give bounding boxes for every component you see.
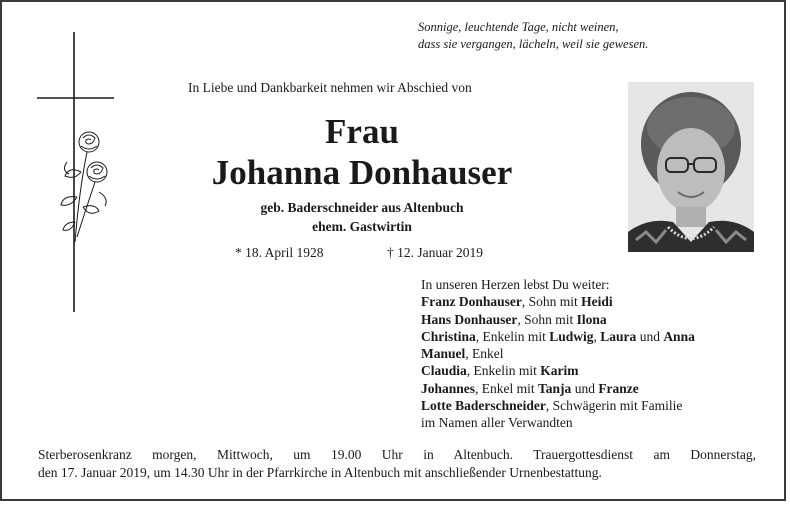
service-line: Sterberosenkranz morgen, Mittwoch, um 19.00 Uhr in Altenbuch. Trauergottesdienst am Donnerstag,	[38, 447, 756, 462]
survivor-relation: , Enkelin mit	[466, 363, 541, 379]
survivor-row	[421, 345, 766, 362]
survivor-row	[421, 380, 766, 397]
intro-text: In Liebe und Dankbarkeit nehmen wir Abschied von	[188, 80, 472, 95]
survivor-name: Franz Donhauser	[421, 294, 522, 310]
death-date: † 12. Januar 2019	[387, 245, 483, 260]
survivors-closing: im Namen aller Verwandten	[421, 415, 573, 431]
survivor-row	[421, 328, 766, 345]
separator: ,	[593, 328, 601, 344]
poem-line: dass sie vergangen, lächeln, weil sie gewesen.	[418, 37, 649, 51]
survivor-relation: , Sohn mit	[517, 311, 577, 327]
poem-line: Sonnige, leuchtende Tage, nicht weinen,	[418, 20, 619, 34]
survivor-name: Christina	[421, 328, 476, 344]
maiden-name-origin: geb. Baderschneider aus Altenbuch	[260, 200, 464, 215]
service-line: den 17. Januar 2019, um 14.30 Uhr in der Pfarrkirche in Altenbuch mit anschließender Urnenbestattung.	[38, 465, 602, 480]
survivor-partner: Heidi	[581, 294, 613, 310]
survivor-relation: , Enkelin mit	[475, 328, 550, 344]
salutation: Frau	[325, 112, 399, 151]
cross-with-roses-icon	[37, 32, 117, 317]
survivor-partner: Ludwig	[549, 328, 594, 344]
survivors-list	[421, 276, 766, 432]
conjunction: und	[636, 328, 664, 344]
poem	[418, 19, 748, 53]
occupation: ehem. Gastwirtin	[312, 219, 412, 234]
survivor-row	[421, 397, 766, 414]
survivor-partner: Karim	[540, 363, 579, 379]
survivor-partner: Laura	[600, 328, 637, 344]
portrait-photo	[628, 82, 754, 252]
survivor-name: Claudia	[421, 363, 467, 379]
survivor-row	[421, 311, 766, 328]
survivor-partner: Anna	[663, 328, 695, 344]
survivor-relation: , Schwägerin mit Familie	[545, 398, 683, 414]
survivor-name: Johannes	[421, 380, 476, 396]
deceased-name: Johanna Donhauser	[211, 153, 513, 192]
birth-date: * 18. April 1928	[235, 245, 324, 260]
survivor-relation: , Enkel	[465, 346, 504, 362]
survivor-name: Hans Donhauser	[421, 311, 518, 327]
survivor-partner: Franze	[598, 380, 639, 396]
survivor-row	[421, 293, 766, 310]
service-announcement	[38, 446, 756, 482]
survivor-relation: , Enkel mit	[475, 380, 539, 396]
conjunction: und	[571, 380, 599, 396]
survivor-name: Manuel	[421, 346, 466, 362]
survivor-name: Lotte Baderschneider	[421, 398, 546, 414]
survivor-partner: Ilona	[576, 311, 607, 327]
survivor-row	[421, 362, 766, 379]
cross-svg	[37, 32, 117, 317]
survivor-relation: , Sohn mit	[521, 294, 582, 310]
survivors-heading: In unseren Herzen lebst Du weiter:	[421, 277, 610, 292]
portrait-image	[628, 82, 754, 252]
survivor-partner: Tanja	[538, 380, 572, 396]
